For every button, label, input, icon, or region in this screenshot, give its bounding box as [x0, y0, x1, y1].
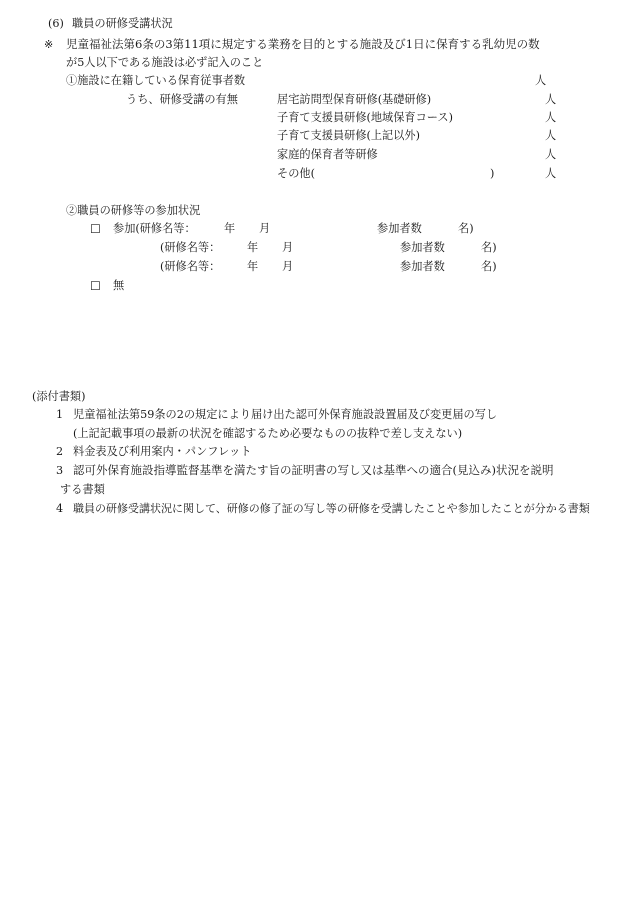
year-label: 年 — [247, 260, 259, 273]
part1-heading: ①施設に在籍している保育従事者数 — [66, 74, 246, 87]
part1-unit: 人 — [535, 74, 547, 87]
training-unit: 人 — [545, 129, 557, 142]
attachment-text: 認可外保育施設指導監督基準を満たす旨の証明書の写し又は基準への適合(見込み)状況を説明 — [73, 463, 554, 477]
training-name: 家庭的保育者等研修 — [277, 148, 378, 161]
attachment-text: 料金表及び利用案内・パンフレット — [73, 445, 252, 458]
attachment-number: 1 — [56, 408, 64, 421]
part2-heading: ②職員の研修等の参加状況 — [66, 204, 201, 217]
note-line-2: が5人以下である施設は必ず記入のこと — [66, 56, 264, 69]
persons-close: 名) — [481, 260, 497, 273]
attachments-heading: (添付書類) — [32, 390, 86, 403]
training-close-paren: ) — [490, 167, 495, 180]
attachment-number: 4 — [56, 502, 64, 515]
year-label: 年 — [247, 241, 259, 254]
checkbox-none[interactable]: ☐ — [90, 279, 101, 293]
training-unit: 人 — [545, 93, 557, 106]
extra-row-open: (研修名等： — [160, 260, 221, 273]
training-unit: 人 — [545, 148, 557, 161]
section-number: (6) — [48, 17, 64, 30]
attachment-subnote: (上記記載事項の最新の状況を確認するため必要なものの抜粋で差し支えない) — [73, 427, 463, 440]
participants-label: 参加者数 — [400, 260, 445, 273]
note-mark: ※ — [44, 38, 54, 51]
training-name: 子育て支援員研修(上記以外) — [277, 129, 420, 142]
attachment-number: 3 — [56, 464, 64, 477]
section-title: 職員の研修受講状況 — [72, 17, 173, 30]
attachment-number: 2 — [56, 445, 64, 458]
attachment-text: 児童福祉法第59条の2の規定により届け出た認可外保育施設設置届及び変更届の写し — [73, 408, 498, 421]
month-label: 月 — [282, 260, 294, 273]
attachment-continuation: する書類 — [60, 483, 105, 496]
note-line-1: 児童福祉法第6条の3第11項に規定する業務を目的とする施設及び1日に保育する乳幼児の数 — [66, 37, 540, 51]
year-label: 年 — [224, 222, 236, 235]
part1-sub-label: うち、研修受講の有無 — [126, 93, 238, 106]
training-name: その他( — [277, 167, 315, 180]
participants-label: 参加者数 — [377, 222, 422, 235]
training-unit: 人 — [545, 167, 557, 180]
extra-row-open: (研修名等： — [160, 241, 221, 254]
option-yes-label: 参加(研修名等： — [113, 222, 196, 235]
persons-close: 名) — [481, 241, 497, 254]
month-label: 月 — [282, 241, 294, 254]
attachment-text: 職員の研修受講状況に関して、研修の修了証の写し等の研修を受講したことや参加したことが分かる書類 — [73, 502, 590, 515]
checkbox-participation[interactable]: ☐ — [90, 222, 101, 236]
month-label: 月 — [259, 222, 271, 235]
training-name: 子育て支援員研修(地域保育コース) — [277, 111, 453, 124]
persons-close: 名) — [458, 222, 474, 235]
option-no-label: 無 — [113, 279, 125, 292]
training-unit: 人 — [545, 111, 557, 124]
training-name: 居宅訪問型保育研修(基礎研修) — [277, 93, 432, 106]
participants-label: 参加者数 — [400, 241, 445, 254]
